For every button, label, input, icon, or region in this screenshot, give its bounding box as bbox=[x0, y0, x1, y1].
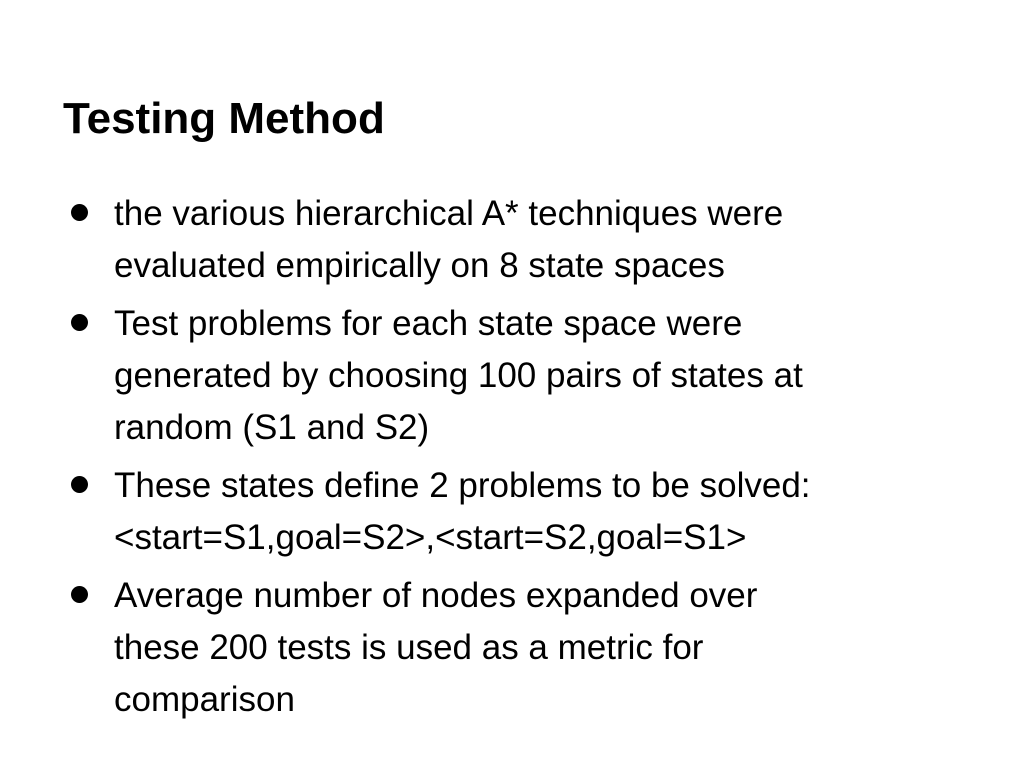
bullet-text-line: Test problems for each state space were bbox=[114, 304, 743, 343]
bullet-text-line: these 200 tests is used as a metric for bbox=[114, 628, 704, 667]
bullet-item bbox=[0, 460, 1024, 564]
bullet-text-line: Average number of nodes expanded over bbox=[114, 576, 758, 615]
bullet-dot-icon bbox=[71, 314, 88, 331]
bullet-text-line: generated by choosing 100 pairs of states at bbox=[114, 356, 803, 395]
bullet-dot-icon bbox=[71, 476, 88, 493]
bullet-text-line: <start=S1,goal=S2>,<start=S2,goal=S1> bbox=[114, 518, 747, 557]
bullet-text-line: These states define 2 problems to be solved: bbox=[114, 466, 811, 505]
bullet-item bbox=[0, 188, 1024, 292]
bullet-dot-icon bbox=[71, 586, 88, 603]
bullet-text-line: the various hierarchical A* techniques were bbox=[114, 194, 784, 233]
bullet-item bbox=[0, 570, 1024, 726]
bullet-item bbox=[0, 298, 1024, 454]
bullet-text-line: evaluated empirically on 8 state spaces bbox=[114, 246, 725, 285]
slide-title: Testing Method bbox=[63, 94, 385, 143]
bullet-list bbox=[0, 188, 1024, 732]
bullet-dot-icon bbox=[71, 204, 88, 221]
bullet-text-line: random (S1 and S2) bbox=[114, 408, 430, 447]
bullet-text-line: comparison bbox=[114, 680, 295, 719]
